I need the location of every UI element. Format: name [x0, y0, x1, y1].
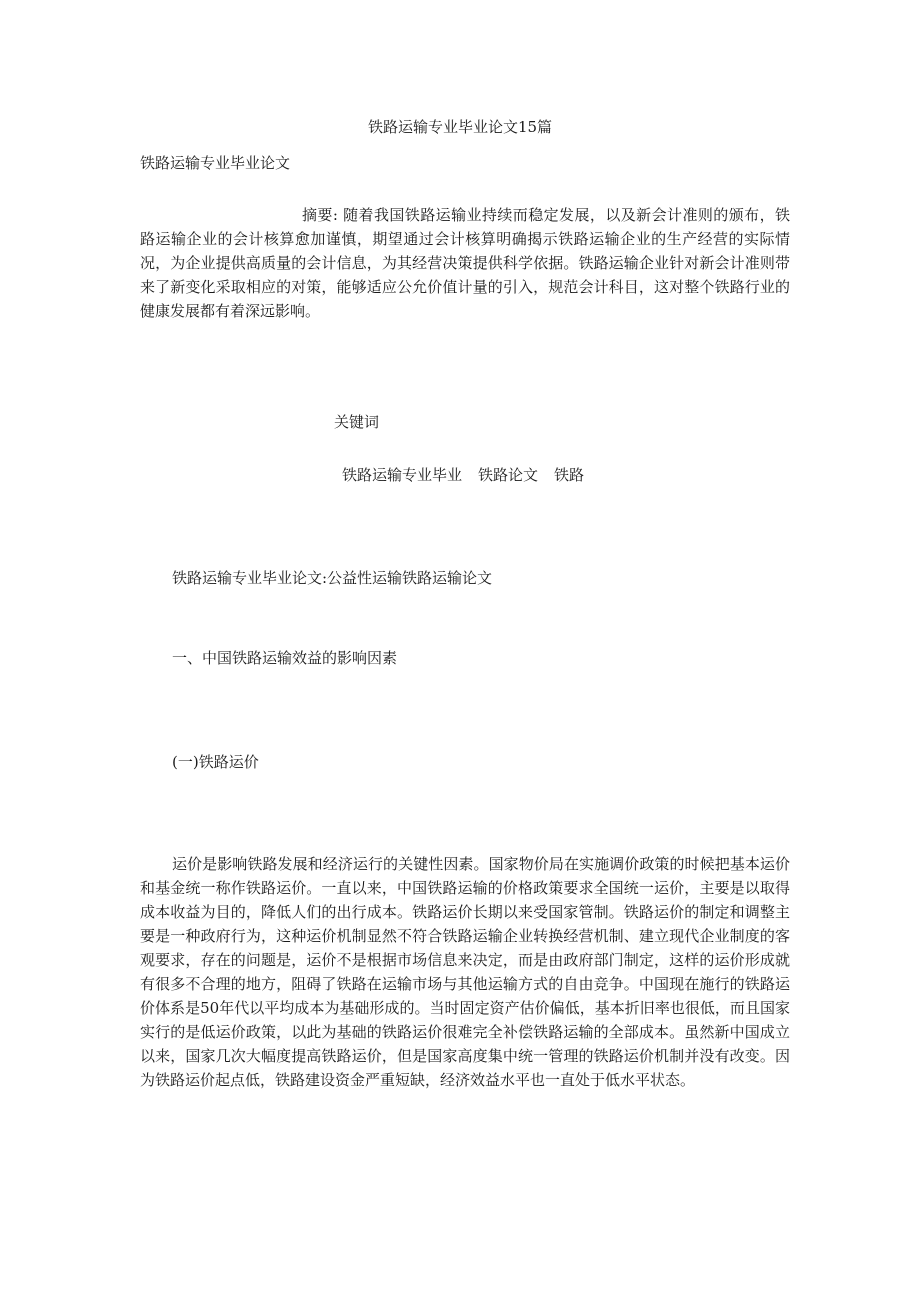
keyword-item: 铁路论文 — [478, 466, 539, 484]
body-paragraph: 运价是影响铁路发展和经济运行的关键性因素。国家物价局在实施调价政策的时候把基本运价和基金统一称作铁路运价。一直以来，中国铁路运输的价格政策要求全国统一运价，主要是以取得成本收益为目的，降低人们的出行成本。铁路运价长期以来受国家管制。铁路运价的制定和调整主要是一种政府行为，这种运价机制显然不符合铁路运输企业转换经营机制、建立现代企业制度的客观要求，存在的问题是，运价不是根据市场信息来决定，而是由政府部门制定，这样的运价形成就有很多不合理的地方，阻碍了铁路在运输市场与其他运输方式的自由竞争。中国现在施行的铁路运价体系是50年代以平均成本为基础形成的。当时固定资产估价偏低，基本折旧率也很低，而且国家实行的是低运价政策，以此为基础的铁路运价很难完全补偿铁路运输的全部成本。虽然新中国成立以来，国家几次大幅度提高铁路运价，但是国家高度集中统一管理的铁路运价机制并没有改变。因为铁路运价起点低，铁路建设资金严重短缺，经济效益水平也一直处于低水平状态。 — [140, 855, 790, 1089]
document-title: 铁路运输专业毕业论文15篇 — [367, 118, 553, 136]
document-subtitle: 铁路运输专业毕业论文 — [140, 154, 291, 172]
keywords-heading: 关键词 — [334, 413, 380, 431]
abstract-paragraph: 摘要: 随着我国铁路运输业持续而稳定发展，以及新会计准则的颁布，铁路运输企业的会计核算愈加谨慎，期望通过会计核算明确揭示铁路运输企业的生产经营的实际情况，为企业提供高质量的会计信息，为其经营决策提供科学依据。铁路运输企业针对新会计准则带来了新变化采取相应的对策，能够适应公允价值计量的引入，规范会计科目，这对整个铁路行业的健康发展都有着深远影响。 — [140, 206, 790, 320]
section-title: 铁路运输专业毕业论文:公益性运输铁路运输论文 — [172, 569, 493, 587]
heading-level-2: (一)铁路运价 — [172, 753, 259, 771]
heading-level-1: 一、中国铁路运输效益的影响因素 — [172, 649, 398, 667]
keywords-list — [342, 463, 584, 487]
keyword-item: 铁路运输专业毕业 — [342, 466, 463, 484]
keyword-item: 铁路 — [554, 466, 585, 484]
